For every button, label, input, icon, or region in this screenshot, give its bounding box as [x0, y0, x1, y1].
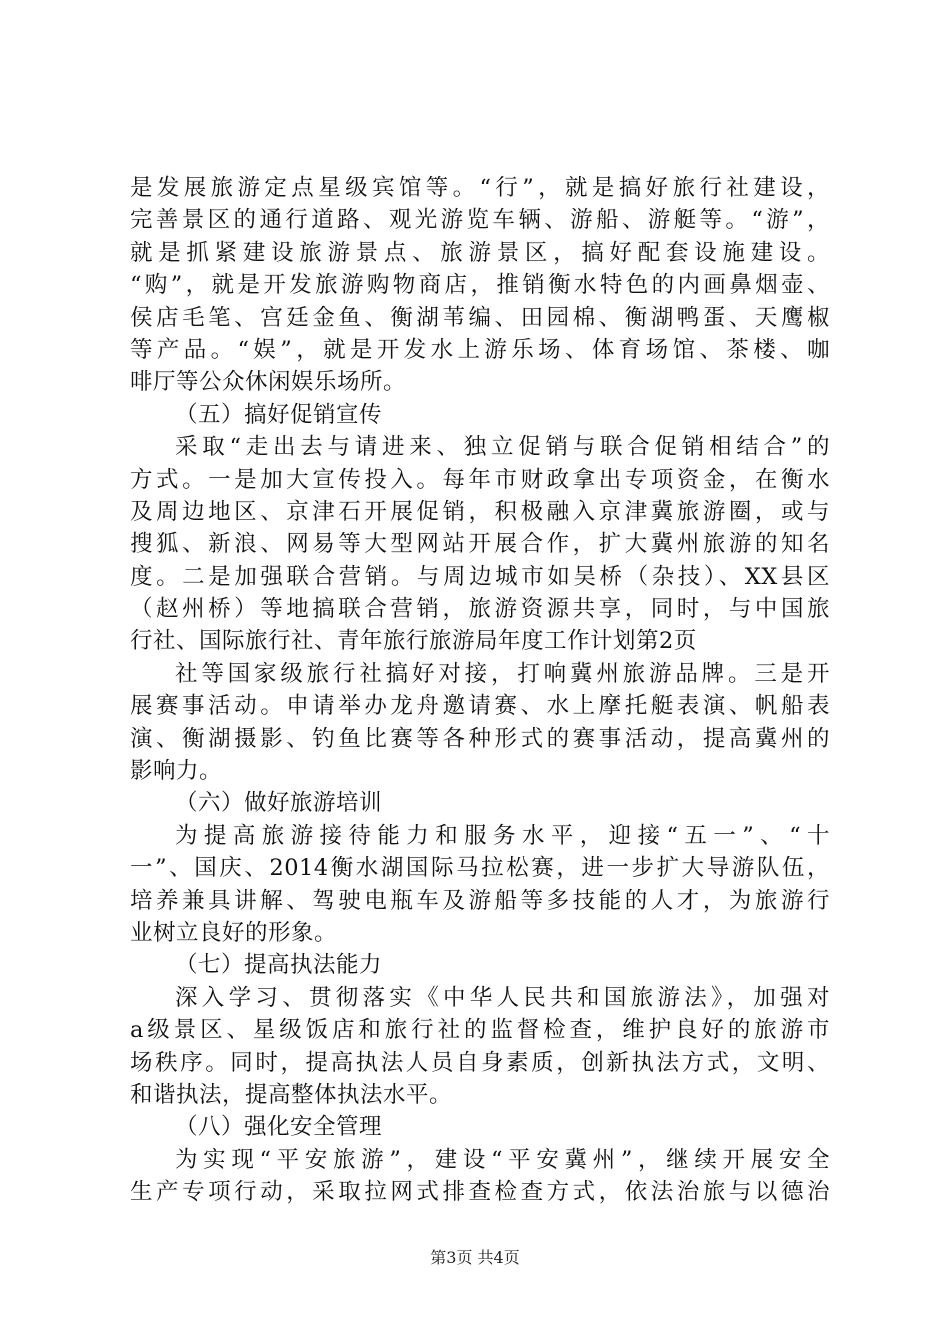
- text-line: 度。二是加强联合营销。与周边城市如吴桥（杂技）、XX县区: [130, 563, 830, 590]
- text-line: a级景区、星级饭店和旅行社的监督检查，维护良好的旅游市: [130, 1017, 830, 1044]
- text-line: 是发展旅游定点星级宾馆等。“行”，就是搞好旅行社建设，: [130, 175, 830, 201]
- page-footer: 第3页 共4页: [430, 1248, 520, 1267]
- text-line: 搜狐、新浪、网易等大型网站开展合作，扩大冀州旅游的知名: [130, 531, 830, 558]
- text-line: 完善景区的通行道路、观光游览车辆、游船、游艇等。“游”，: [130, 207, 830, 234]
- text-line: 为提高旅游接待能力和服务水平，迎接“五一”、“十: [175, 822, 830, 849]
- section-heading: （五）搞好促销宣传: [175, 401, 383, 428]
- text-line: 和谐执法，提高整体执法水平。: [130, 1081, 453, 1108]
- section-heading: （七）提高执法能力: [175, 952, 383, 979]
- text-line: 影响力。: [130, 758, 223, 785]
- text-line: 等产品。“娱”，就是开发水上游乐场、体育场馆、茶楼、咖: [130, 336, 830, 363]
- text-line: 方式。一是加大宣传投入。每年市财政拿出专项资金，在衡水: [130, 466, 830, 493]
- text-line: 就是抓紧建设旅游景点、旅游景区，搞好配套设施建设。: [130, 239, 830, 266]
- text-line: 培养兼具讲解、驾驶电瓶车及游船等多技能的人才，为旅游行: [130, 887, 830, 914]
- text-line: 为实现“平安旅游”，建设“平安冀州”，继续开展安全: [175, 1146, 830, 1173]
- section-heading: （八）强化安全管理: [175, 1114, 383, 1141]
- text-line: “购”，就是开发旅游购物商店，推销衡水特色的内画鼻烟壶、: [130, 272, 830, 299]
- section-heading: （六）做好旅游培训: [175, 790, 383, 817]
- text-line: 侯店毛笔、宫廷金鱼、衡湖苇编、田园棉、衡湖鸭蛋、天鹰椒: [130, 304, 830, 331]
- text-line: 演、衡湖摄影、钓鱼比赛等各种形式的赛事活动，提高冀州的: [130, 725, 830, 752]
- text-line: 生产专项行动，采取拉网式排查检查方式，依法治旅与以德治: [130, 1179, 830, 1206]
- text-line: 展赛事活动。申请举办龙舟邀请赛、水上摩托艇表演、帆船表: [130, 693, 830, 720]
- text-line: 深入学习、贯彻落实《中华人民共和国旅游法》，加强对: [175, 984, 830, 1011]
- text-line: 场秩序。同时，提高执法人员自身素质，创新执法方式，文明、: [130, 1049, 830, 1076]
- text-line: 一”、国庆、2014衡水湖国际马拉松赛，进一步扩大导游队伍，: [130, 855, 830, 882]
- text-line: 啡厅等公众休闲娱乐场所。: [130, 369, 407, 396]
- text-line: （赵州桥）等地搞联合营销，旅游资源共享，同时，与中国旅: [130, 596, 830, 623]
- text-line: 及周边地区、京津石开展促销，积极融入京津冀旅游圈，或与: [130, 498, 830, 525]
- text-line: 行社、国际旅行社、青年旅行旅游局年度工作计划第2页: [130, 628, 697, 655]
- text-line: 社等国家级旅行社搞好对接，打响冀州旅游品牌。三是开: [175, 660, 830, 687]
- text-line: 业树立良好的形象。: [130, 919, 338, 946]
- text-line: 采取“走出去与请进来、独立促销与联合促销相结合”的: [175, 434, 830, 461]
- body-text: [130, 172, 830, 1209]
